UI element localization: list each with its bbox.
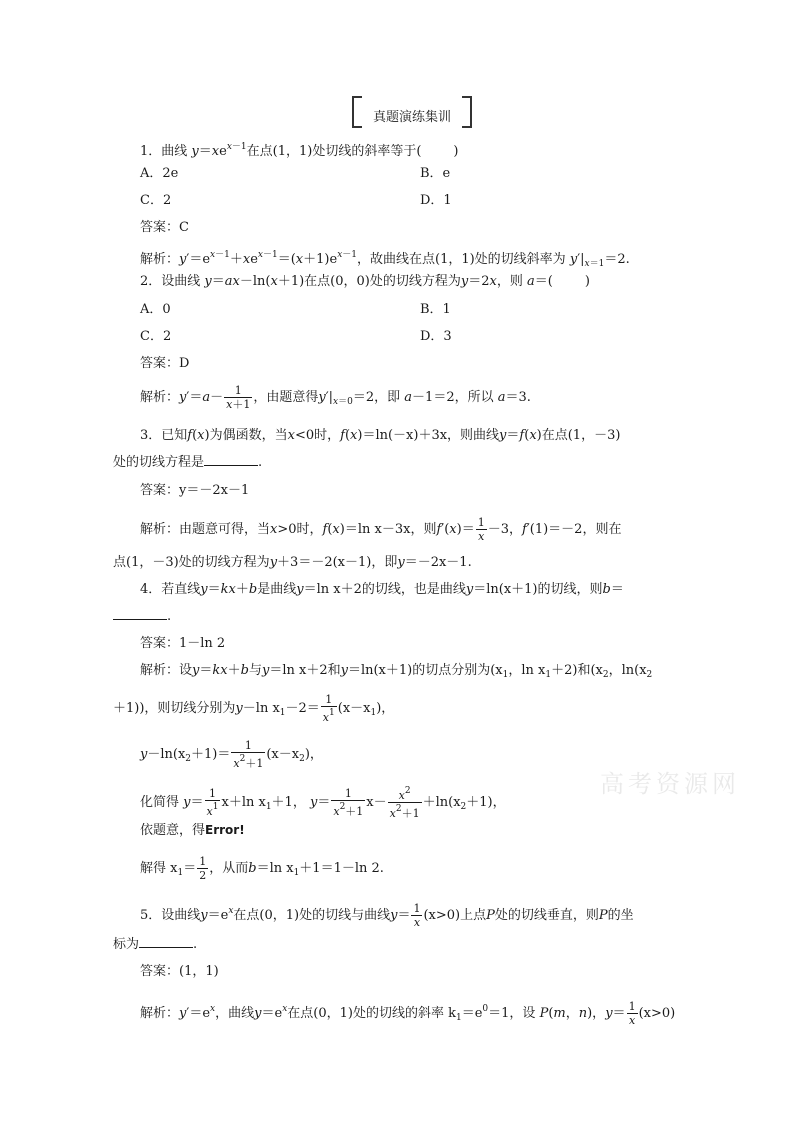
q3-explanation-line2: 点(1，－3)处的切线方程为y＋3＝－2(x－1)，即y＝－2x－1.: [113, 555, 472, 570]
q2-stem: 2．设曲线 y＝ax－ln(x＋1)在点(0，0)处的切线方程为y＝2x，则 a＝( ): [140, 274, 590, 289]
q1-option-a: A．2e: [140, 166, 179, 181]
q4-explanation-line2: ＋1))，则切线分别为y－ln $x_1-2=$ $\frac{1}{x^1}$ $(x-x_1)$，: [113, 693, 395, 724]
q5-stem-line2: 标为 .: [113, 937, 198, 952]
q3-answer: 答案：y＝－2x－1: [140, 483, 250, 498]
q2-explanation: 解析：y′＝a－ $\frac{1}{x+1}$ ，由题意得$y'|_{x=0}=2$，即 a－1＝2，所以 a＝3.: [140, 384, 531, 411]
q1-option-d: D．1: [420, 193, 452, 208]
q2-answer: 答案：D: [140, 356, 190, 371]
q3-stem-line2: 处的切线方程是 .: [113, 455, 263, 470]
q5-answer: 答案：(1，1): [140, 964, 219, 979]
q2-option-d: D．3: [420, 329, 452, 344]
q1-answer: 答案：C: [140, 220, 189, 235]
q4-explanation-line1: 解析：设y＝kx＋b与y＝ln x＋2和y＝ln(x＋1)的切点分别为($x_1$，$\ln x_1+2$)和($x_2$，$\ln(x_2$: [140, 663, 653, 680]
q5-explanation: 解析：$y'=e^x$，曲线$y=e^x$在点(0，1)处的切线的斜率 $k_1=e^0=1$，设 P(m，n)，y＝ $\frac{1}{x}$ (x>0): [140, 1000, 676, 1027]
q4-explanation-line6: 解得 $x_1=$ $\frac{1}{2}$ ，从而b＝ln $x_1+1=1-\ln$ 2.: [140, 855, 384, 882]
q4-stem-line1: 4．若直线y＝kx＋b是曲线y＝ln x＋2的切线，也是曲线y＝ln(x＋1)的切线，则b＝: [140, 582, 624, 597]
q3-explanation-line1: 解析：由题意可得，当x>0时，f(x)＝ln x－3x，则f′(x)＝ $\frac{1}{x}$ －3，f′(1)＝－2，则在: [140, 516, 622, 543]
q3-stem-line1: 3．已知f(x)为偶函数，当x<0时，f(x)＝ln(－x)＋3x，则曲线y＝f(x)在点(1，－3): [140, 428, 621, 443]
q1-option-c: C．2: [140, 193, 172, 208]
watermark: 高考资源网: [600, 770, 740, 798]
q4-stem-line2: .: [113, 607, 171, 627]
q5-stem-line1: 5．设曲线$y=e^x$在点(0，1)处的切线与曲线y＝ $\frac{1}{x}$ (x>0)上点P处的切线垂直，则P的坐: [140, 902, 634, 929]
q1-option-b: B．e: [420, 166, 451, 181]
q1-explanation: 解析：$y'=e^{x-1}+xe^{x-1}=(x+1)e^{x-1}$，故曲线在点(1，1)处的切线斜率为 $y'|_{x=1}=2$.: [140, 250, 630, 269]
answer-blank: [204, 453, 258, 466]
q4-explanation-line3: $y-\ln(x_2+1)=$ $\frac{1}{x^2+1}$ $(x-x_2)$，: [140, 739, 323, 770]
q2-option-a: A．0: [140, 302, 171, 317]
answer-blank: [139, 935, 193, 948]
answer-blank: [113, 607, 167, 620]
q4-explanation-line4: 化简得 y＝ $\frac{1}{x^1}$ x＋ln $x_1+1$， y＝ $\frac{1}{x^2+1}$ x－ $\frac{x^2}{x^2+1}$ $+\ln(x_2+1)$，: [140, 786, 506, 820]
section-title: 真题演练集训: [372, 110, 451, 125]
q2-option-b: B．1: [420, 302, 451, 317]
q4-answer: 答案：1－ln 2: [140, 636, 226, 651]
section-title-box: [352, 96, 472, 130]
q2-option-c: C．2: [140, 329, 172, 344]
q1-stem: 1．曲线 $y=xe^{x-1}$在点(1，1)处切线的斜率等于( ): [140, 142, 459, 159]
q4-explanation-line5: 依题意，得Error!: [140, 823, 245, 838]
